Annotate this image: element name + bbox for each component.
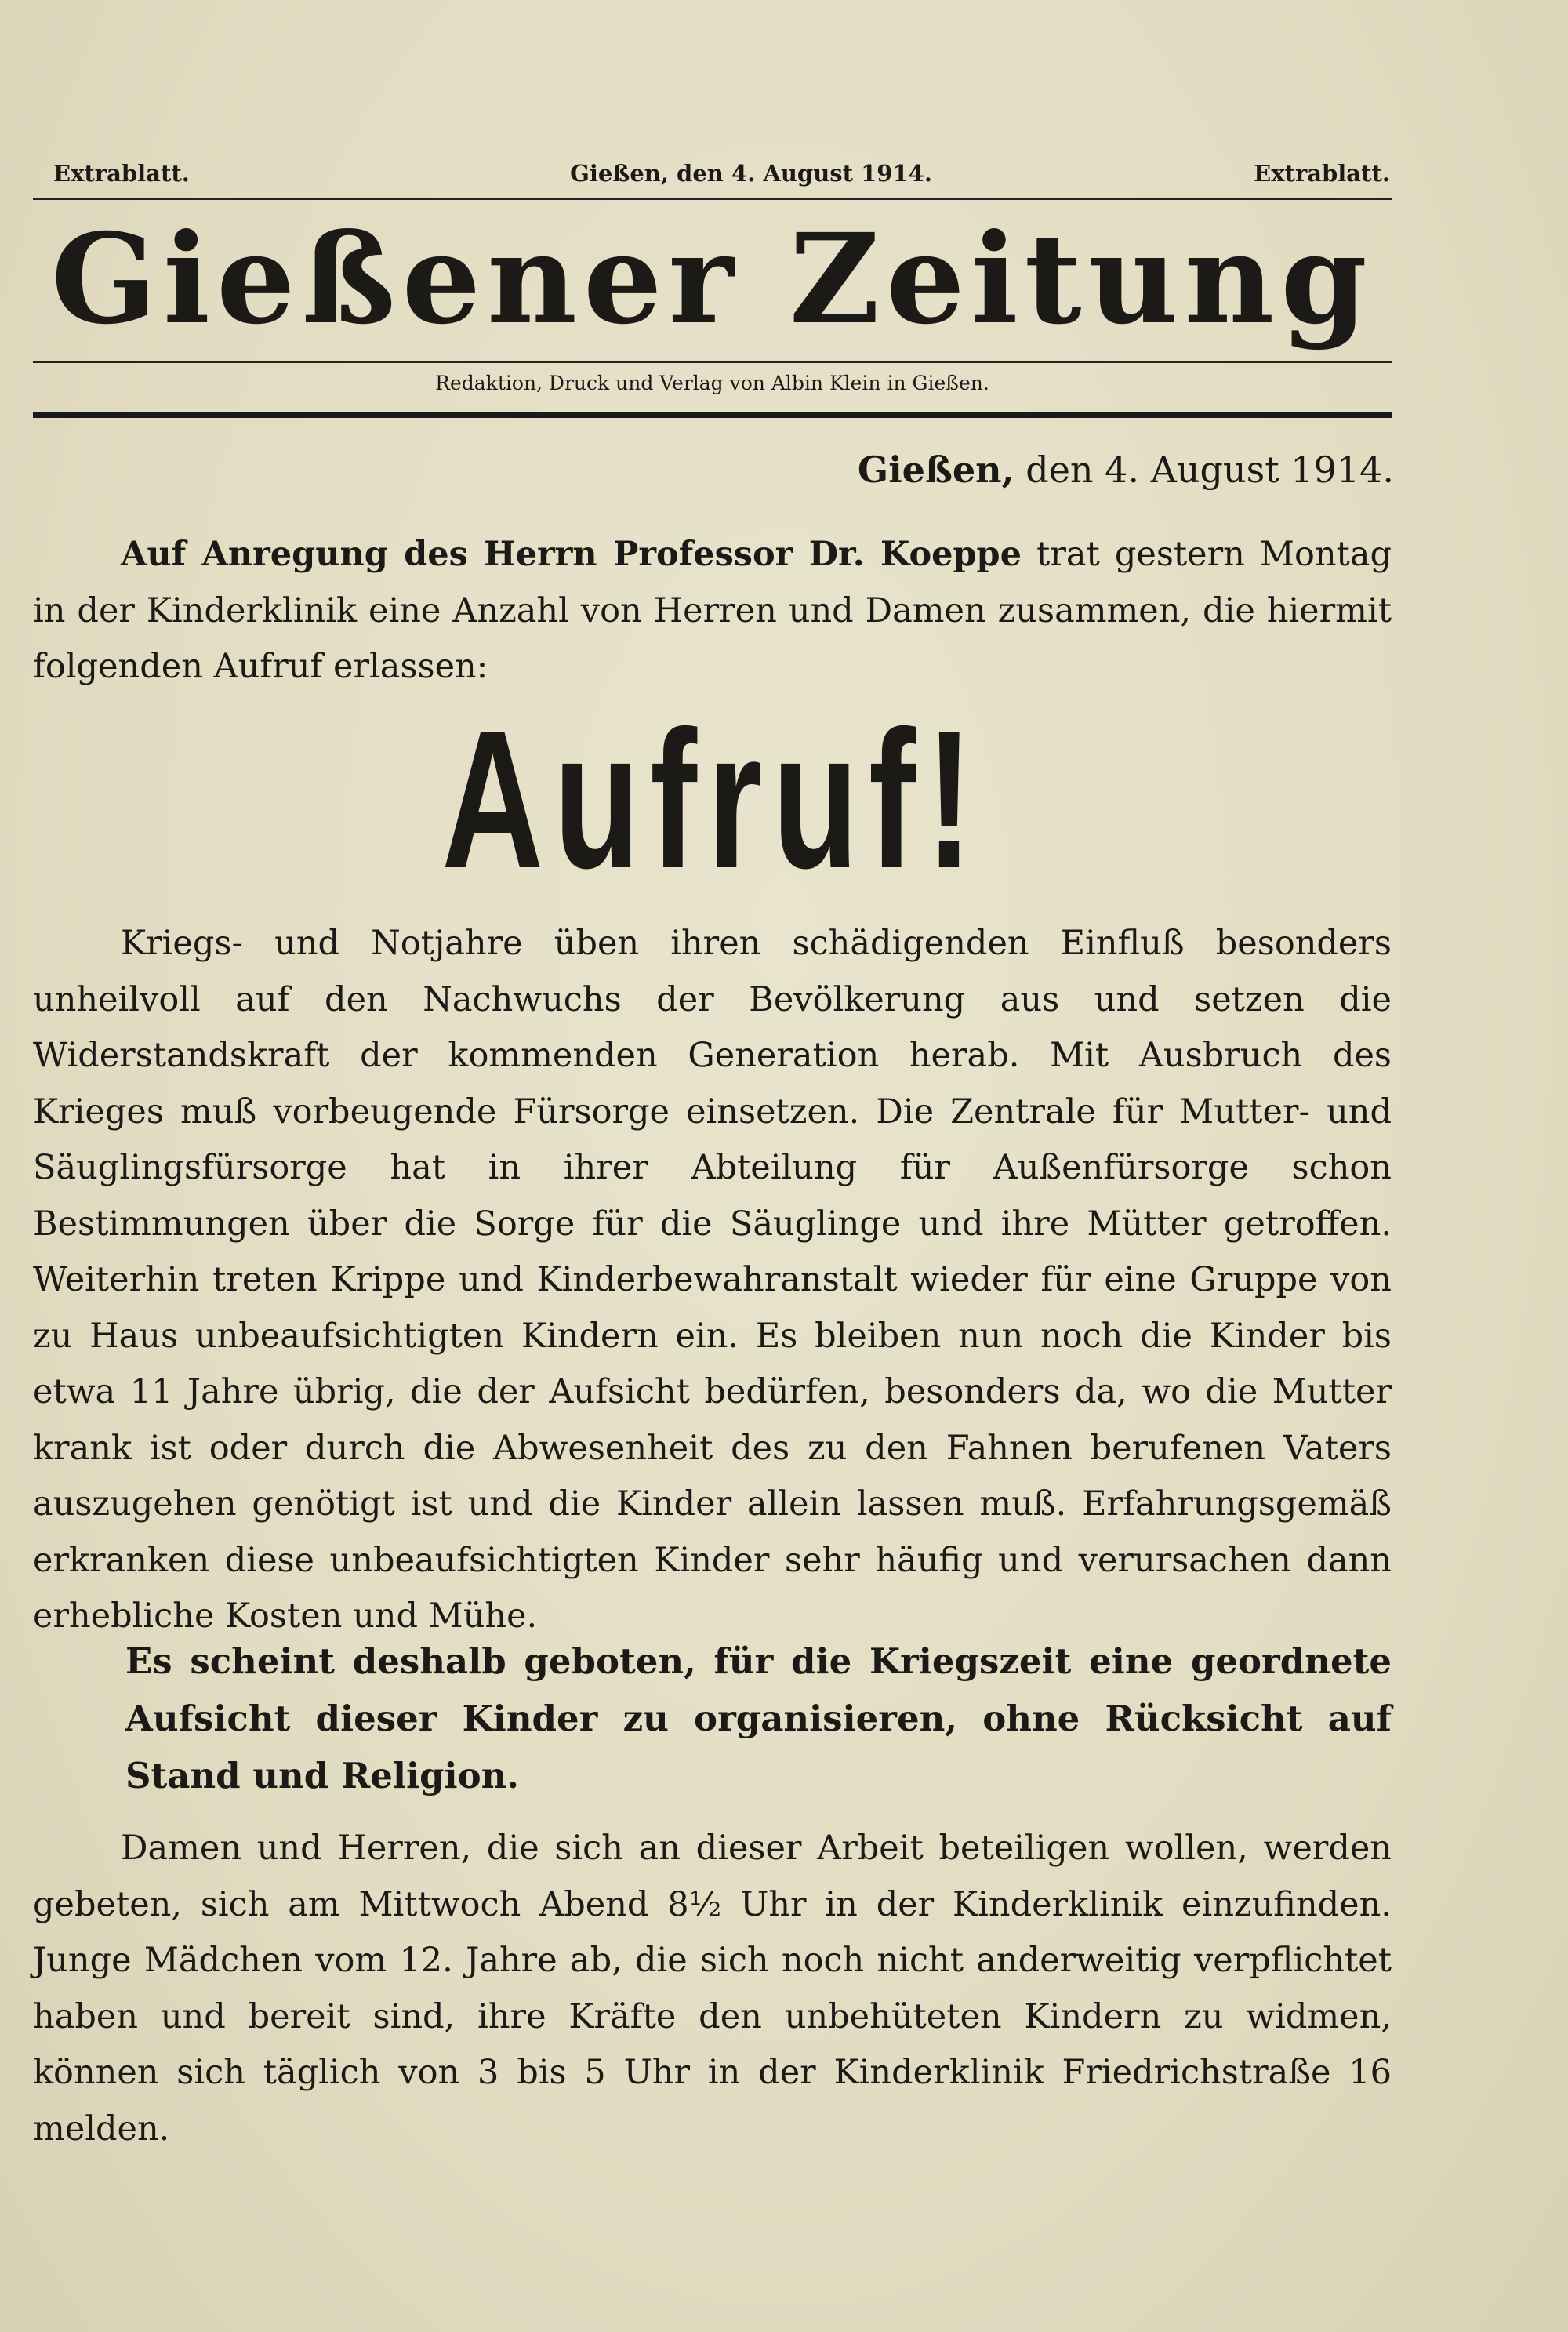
dateline-place: Gießen, xyxy=(857,449,1014,491)
rule-thick xyxy=(33,412,1392,418)
header-line xyxy=(53,155,1390,188)
body-paragraph-2: Damen und Herren, die sich an dieser Arbeit beteiligen wollen, werden gebeten, sich am Mittwoch Abend 8½ Uhr in der Kinderklinik einzufinden. Junge Mädchen vom 12. Jahre ab, die sich noch nicht anderweitig verpflichtet haben und bereit sind, ihre Kräfte den unbehüteten Kindern zu widmen, können sich täglich von 3 bis 5 Uhr in der Kinderklinik Friedrichstraße 16 melden. xyxy=(33,1829,1392,2149)
body-paragraph-1: Kriegs- und Notjahre üben ihren schädigenden Einfluß besonders unheilvoll auf den Nachwuchs der Bevölkerung aus und setzen die Widerstandskraft der kommenden Generation herab. Mit Ausbruch des Krieges muß vorbeugende Fürsorge einsetzen. Die Zentrale für Mutter- und Säuglingsfürsorge hat in ihrer Abteilung für Außenfürsorge schon Bestimmungen über die Sorge für die Säuglinge und ihre Mütter getroffen. Weiterhin treten Krippe und Kinderbewahranstalt wieder für eine Gruppe von zu Haus unbeaufsichtigten Kindern ein. Es bleiben nun noch die Kinder bis etwa 11 Jahre übrig, die der Aufsicht bedürfen, besonders da, wo die Mutter krank ist oder durch die Abwesenheit des zu den Fahnen berufenen Vaters auszugehen genötigt ist und die Kinder allein lassen muß. Erfahrungsgemäß erkranken diese unbeaufsichtigten Kinder sehr häufig und verursachen dann erhebliche Kosten und Mühe. xyxy=(33,924,1392,1636)
dateline xyxy=(858,449,1394,491)
extrablatt-right: Extrablatt. xyxy=(1254,160,1390,187)
rule-top xyxy=(33,198,1392,200)
dateline-date: den 4. August 1914. xyxy=(1025,449,1394,491)
masthead-title: Gießener Zeitung xyxy=(51,207,1374,352)
intro-bold: Auf Anregung des Herrn Professor Dr. Koeppe xyxy=(121,535,1022,574)
imprint-line: Redaktion, Druck und Verlag von Albin Klein in Gießen. xyxy=(435,372,989,394)
intro-paragraph xyxy=(33,527,1392,696)
intro-text: trat gestern Montag in der Kinderklinik eine Anzahl von Herren und Damen zusammen, die hiermit folgenden Aufruf erlassen: xyxy=(33,535,1392,686)
header-date: Gießen, den 4. August 1914. xyxy=(570,160,932,187)
article-title: Aufruf! xyxy=(441,690,983,909)
bold-statement: Es scheint deshalb geboten, für die Kriegszeit eine geordnete Aufsicht dieser Kinder zu organisieren, ohne Rücksicht auf Stand und Religion. xyxy=(125,1640,1392,1796)
rule-under-masthead xyxy=(33,361,1392,363)
extrablatt-left: Extrablatt. xyxy=(53,160,190,187)
